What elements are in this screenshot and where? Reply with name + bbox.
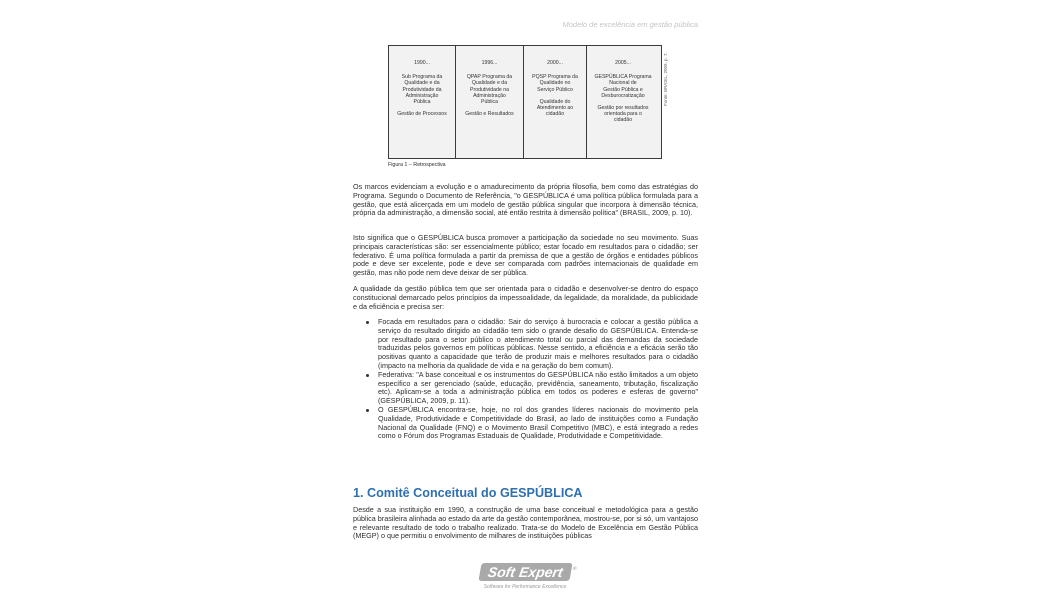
running-header: Modelo de excelência em gestão pública [562, 20, 698, 29]
period-line: Gestão Pública e [603, 86, 643, 93]
bullet-list [365, 318, 698, 441]
paragraph: Desde a sua instituição em 1990, a construção de uma base conceitual e metodológica para a gestão pública brasileira alinhada ao estado da arte da gestão contemporânea, mostrou-se, por si só, um vantajoso e relevante resultado de todo o trabalho realizado. Trata-se do Modelo de Excelência em Gestão Pública (MEGP) o que permitiu o envolvimento de milhares de instituições públicas [353, 505, 698, 541]
period-2000 [524, 46, 587, 158]
period-focus: Atendimento ao [536, 105, 574, 112]
period-focus: Qualidade do [539, 98, 571, 105]
period-focus: cidadão [613, 117, 633, 124]
retrospective-figure [388, 45, 662, 159]
logo-tagline: Software for Performance Excellence [483, 584, 567, 590]
paragraph: Isto significa que o GESPÚBLICA busca promover a participação da sociedade no seu movimento. Suas principais características são: ser essencialmente público; estar focado em resultados para o cidadão; ser federativo. É uma política formulada a partir da premissa de que a gestão de órgãos e entidades públicos pode e deve ser excelente, pode e deve ser comparada com padrões internacionais de qualidade em gestão, mas não pode nem deve deixar de ser pública. [353, 233, 698, 278]
period-focus: Gestão de Processos [397, 111, 447, 118]
bullet-icon [366, 321, 369, 324]
period-line: Desburocratização [601, 92, 645, 99]
period-focus: Gestão e Resultados [465, 111, 514, 118]
section-heading: 1. Comitê Conceitual do GESPÚBLICA [353, 486, 583, 500]
period-line: Administração [473, 92, 506, 99]
period-1996 [456, 46, 524, 158]
period-year: 1990... [414, 60, 430, 66]
period-line: Administração [405, 92, 439, 99]
period-1990 [389, 46, 456, 158]
bullet-icon [366, 374, 369, 377]
period-focus: orientada para o [604, 111, 642, 118]
bullet-item [365, 371, 698, 406]
period-line: Produtividade da [402, 86, 442, 93]
period-year: 2000... [547, 60, 563, 66]
period-line: QPAP Programa da [466, 74, 513, 81]
softexpert-logo [470, 563, 580, 595]
bullet-item [365, 406, 698, 441]
period-year: 2005... [615, 60, 631, 66]
bullet-text: Focada em resultados para o cidadão: Sair do serviço à burocracia e colocar a gestão pública a serviço do resultado dirigido ao cidadão tem sido o grande desafio do GESPÚBLICA. Entenda-se por resultado para o setor público o atendimento total ou parcial das demandas da sociedade traduzidas pelos governos em políticas públicas. Nesse sentido, a eficiência e a eficácia serão tão positivas quanto a capacidade que terão de produzir mais e melhores resultados para o cidadão (impacto na melhoria da qualidade de vida e na geração do bem comum). [378, 317, 698, 370]
period-focus: Gestão por resultados [597, 105, 649, 112]
period-2005 [587, 46, 659, 158]
period-line: Produtividade na [470, 86, 509, 93]
period-line: Qualidade e da [471, 80, 508, 87]
bullet-text: O GESPÚBLICA encontra-se, hoje, no rol dos grandes líderes nacionais do movimento pela Qualidade, Produtividade e Competitividade do Brasil, ao lado de instituições como a Fundação Nacional da Qualidade (FNQ) e o Movimento Brasil Competitivo (MBC), e está integrado a redes como o Fórum dos Programas Estaduais de Qualidade, Produtividade e Competitividade. [378, 404, 698, 441]
period-line: Qualidade no [539, 80, 571, 87]
period-focus: cidadão [545, 111, 565, 118]
period-line: Serviço Público [537, 86, 573, 93]
period-line: Qualidade e da [404, 80, 440, 87]
period-line: Nacional de [609, 80, 637, 87]
paragraph: Os marcos evidenciam a evolução e o amadurecimento da própria filosofia, bem como das estratégias do Programa. Segundo o Documento de Referência, "o GESPÚBLICA é uma política pública formulada para a gestão, que está alicerçada em um modelo de gestão pública singular que incorpora à dimensão técnica, própria da administração, a dimensão social, até então restrita à dimensão política" (BRASIL, 2009, p. 10). [353, 182, 698, 218]
period-line: Pública [480, 99, 498, 106]
logo-wordmark: SoftExpert ® [478, 563, 572, 581]
bullet-item [365, 318, 698, 371]
bullet-text: Federativa: "A base conceitual e os instrumentos do GESPÚBLICA não estão limitados a um objeto específico a ser gerenciado (saúde, educação, previdência, saneamento, tributação, fiscalização etc). Aplicam-se a toda a administração pública em todos os poderes e esferas de governo" (GESPÚBLICA, 2009, p. 11). [378, 369, 698, 406]
figure-source: Fonte: BRASIL, 2009, p. 7. [663, 52, 668, 106]
period-year: 1996... [481, 60, 498, 66]
period-line: Sub Programa da [401, 74, 443, 81]
period-line: GESPÚBLICA Programa [594, 74, 652, 81]
period-line: Pública [413, 99, 431, 106]
paragraph: A qualidade da gestão pública tem que ser orientada para o cidadão e desenvolver-se dentro do espaço constitucional demarcado pelos princípios da impessoalidade, da legalidade, da moralidade, da publicidade e da eficiência e precisa ser: [353, 284, 698, 311]
bullet-icon [366, 409, 369, 412]
period-line: PQSP Programa da [532, 74, 578, 81]
figure-caption: Figura 1 – Retrospectiva [388, 162, 446, 168]
